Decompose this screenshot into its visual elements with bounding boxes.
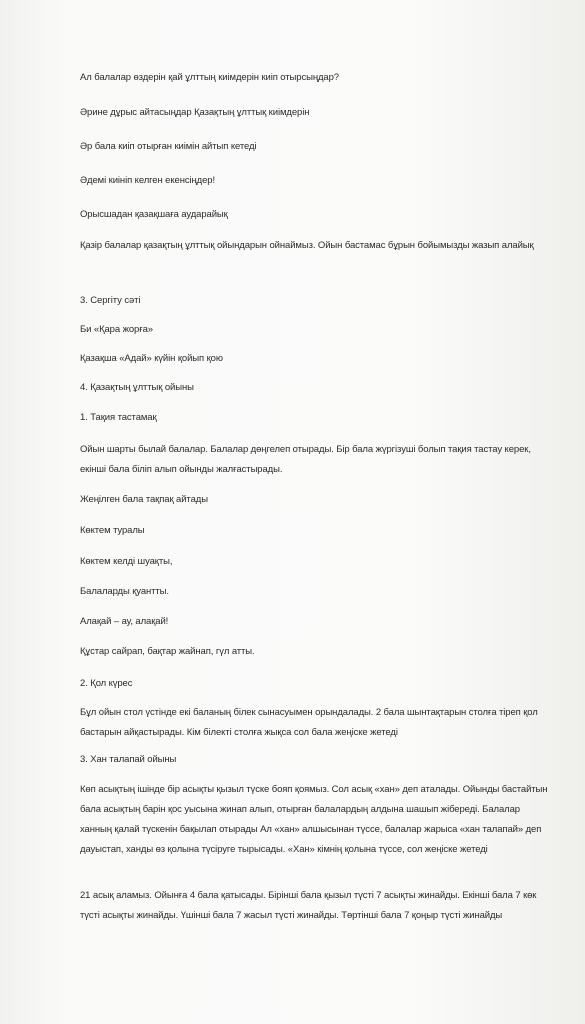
paragraph-question-clothes: Ал балалар өздерін қай ұлттың киімдерін киіп отырсыңдар? [80,72,339,83]
poem-line-3: Алақай – ау, алақай! [80,616,169,627]
paragraph-well-dressed: Әдемі киініп келген екенсіңдер! [80,175,216,186]
poem-line-4: Құстар сайрап, бақтар жайнап, гүл атты. [80,646,255,657]
paragraph-game-1-rules: Ойын шарты былай балалар. Балалар дөңгелеп отырады. Бір бала жүргізуші болып тақия тастау керек, екінші бала біліп алып ойынды жалғастырады. [80,444,531,475]
paragraph-dance: Би «Қара жорға» [80,324,153,335]
paragraph-game-2-rules: Бұл ойын стол үстінде екі баланың білек сынасуымен орындалады. 2 бала шынтақтарын столға тіреп қол бастарын айқастырады. Кім білекті столға жықса сол бала жеңіске жетеді [80,707,538,738]
paragraph-loser-poem: Жеңілген бала тақпақ айтады [80,494,208,505]
paragraph-games-intro: Қазір балалар қазақтың ұлттық ойындарын ойнаймыз. Ойын бастамас бұрын бойымызды жазып алайық [80,240,534,251]
poem-line-2: Балаларды қуантты. [80,586,169,597]
paragraph-translate: Орысшадан қазақшаға аударайық [80,209,228,220]
heading-game-2: 2. Қол күрес [80,678,133,689]
heading-refresh-moment: 3. Сергіту сәті [80,295,141,306]
paragraph-game-3-rules: Көп асықтың ішінде бір асықты қызыл түске бояп қоямыз. Сол асық «хан» деп аталады. Ойынды бастайтын бала асықтың барін қос уысына жинап алып, отырған балалардың алдына шашып жібереді. Балалар ханның қалай түскенін бақылап отырады Ал «хан» алшысынан түссе, балалар жарыса «хан талапай» деп дауыстап, ханды өз қолына түсіруге тырысады. «Хан» кімнің қолына түссе, сол жеңіске жетеді [80,784,548,855]
paragraph-answer-clothes: Әрине дұрыс айтасыңдар Қазақтың ұлттық киімдерін [80,107,310,118]
heading-national-game: 4. Қазақтың ұлттық ойыны [80,382,194,393]
paragraph-asyk-count: 21 асық аламыз. Ойынға 4 бала қатысады. Бірінші бала қызыл түсті 7 асықты жинайды. Екінші бала 7 көк түсті асықты жинайды. Үшінші бала 7 жасыл түсті жинайды. Төртінші бала 7 қоңыр түсті жинайды [80,890,537,921]
heading-game-1: 1. Тақия тастамақ [80,412,157,423]
paragraph-kui: Қазақша «Адай» күйін қойып қою [80,353,223,364]
poem-title: Көктем туралы [80,525,145,536]
heading-game-3: 3. Хан талапай ойыны [80,754,177,765]
paragraph-each-child: Әр бала киіп отырған киімін айтып кетеді [80,141,257,152]
poem-line-1: Көктем келді шуақты, [80,556,173,567]
